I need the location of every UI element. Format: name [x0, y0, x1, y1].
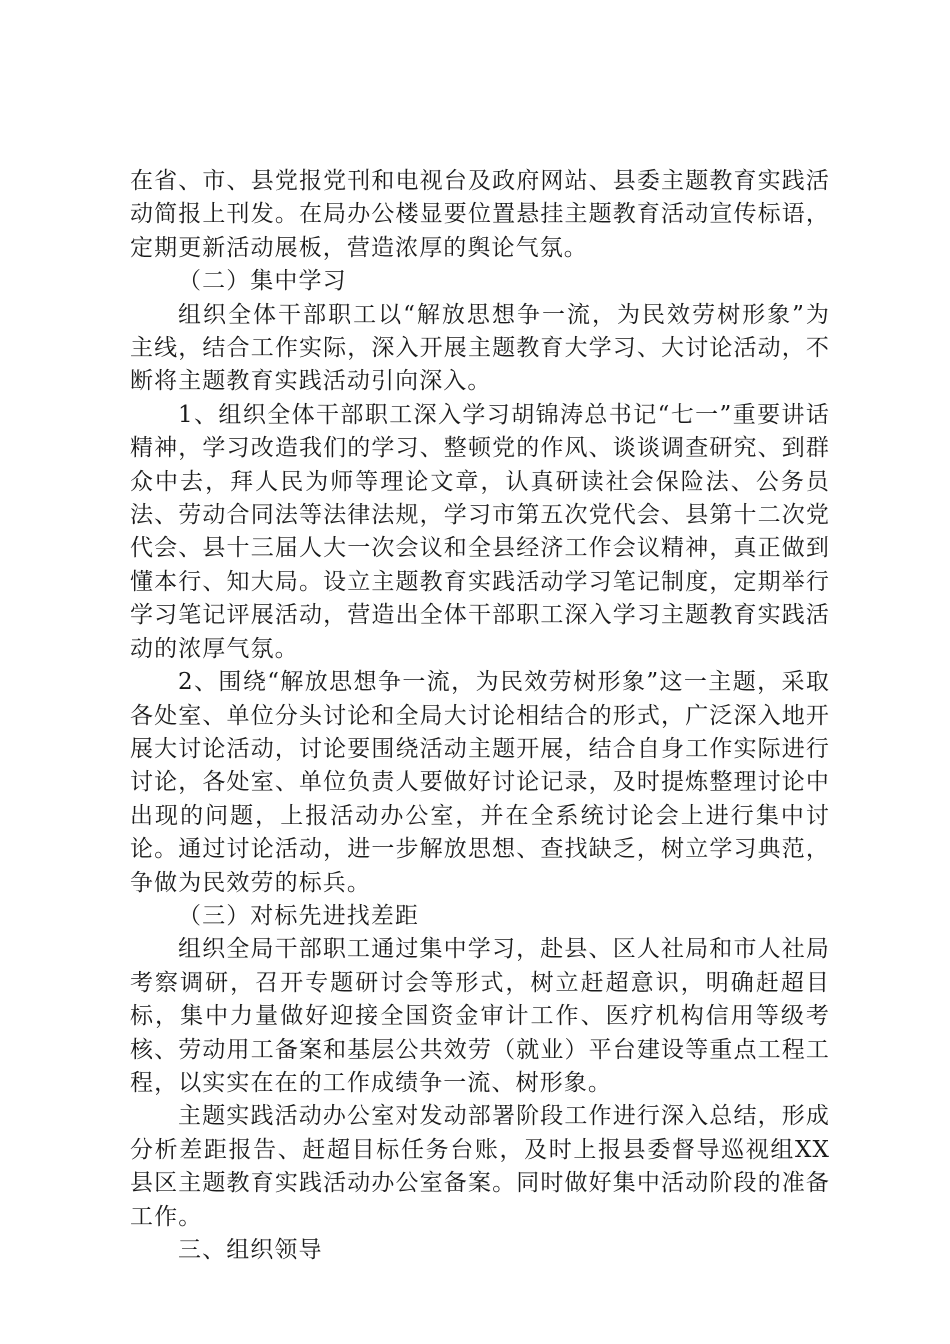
- paragraph-benchmark: 组织全局干部职工通过集中学习，赴县、区人社局和市人社局考察调研，召开专题研讨会等形式，树立赶超意识，明确赶超目标，集中力量做好迎接全国资金审计工作、医疗机构信用等级考核、劳动用工备案和基层公共效劳（就业）平台建设等重点工程工程，以实实在在的工作成绩争一流、树形象。: [130, 936, 830, 1096]
- section-heading-benchmark: （三）对标先进找差距: [178, 902, 419, 929]
- paragraph-item-1: 1、组织全体干部职工深入学习胡锦涛总书记“七一”重要讲话精神，学习改造我们的学习、整顿党的作风、谈谈调查研究、到群众中去，拜人民为师等理论文章，认真研读社会保险法、公务员法、劳动合同法等法律法规，学习市第五次党代会、县第十二次党代会、县十三届人大一次会议和全县经济工作会议精神，真正做到懂本行、知大局。设立主题教育实践活动学习笔记制度，定期举行学习笔记评展活动，营造出全体干部职工深入学习主题教育实践活动的浓厚气氛。: [130, 401, 830, 662]
- paragraph-study-intro: 组织全体干部职工以“解放思想争一流，为民效劳树形象”为主线，结合工作实际，深入开展主题教育大学习、大讨论活动，不断将主题教育实践活动引向深入。: [130, 301, 830, 395]
- section-heading-organization-leadership: 三、组织领导: [178, 1237, 323, 1263]
- section-heading-centralized-study: （二）集中学习: [178, 268, 347, 295]
- paragraph-office-summary: 主题实践活动办公室对发动部署阶段工作进行深入总结，形成分析差距报告、赶超目标任务台账，及时上报县委督导巡视组XX县区主题教育实践活动办公室备案。同时做好集中活动阶段的准备工作。: [130, 1103, 830, 1230]
- paragraph-item-2: 2、围绕“解放思想争一流，为民效劳树形象”这一主题，采取各处室、单位分头讨论和全局大讨论相结合的形式，广泛深入地开展大讨论活动，讨论要围绕活动主题开展，结合自身工作实际进行讨论，各处室、单位负责人要做好讨论记录，及时提炼整理讨论中出现的问题，上报活动办公室，并在全系统讨论会上进行集中讨论。通过讨论活动，进一步解放思想、查找缺乏，树立学习典范，争做为民效劳的标兵。: [130, 669, 830, 896]
- document-body: [130, 165, 830, 1267]
- paragraph-continued: 在省、市、县党报党刊和电视台及政府网站、县委主题教育实践活动简报上刊发。在局办公楼显要位置悬挂主题教育活动宣传标语，定期更新活动展板，营造浓厚的舆论气氛。: [130, 168, 830, 261]
